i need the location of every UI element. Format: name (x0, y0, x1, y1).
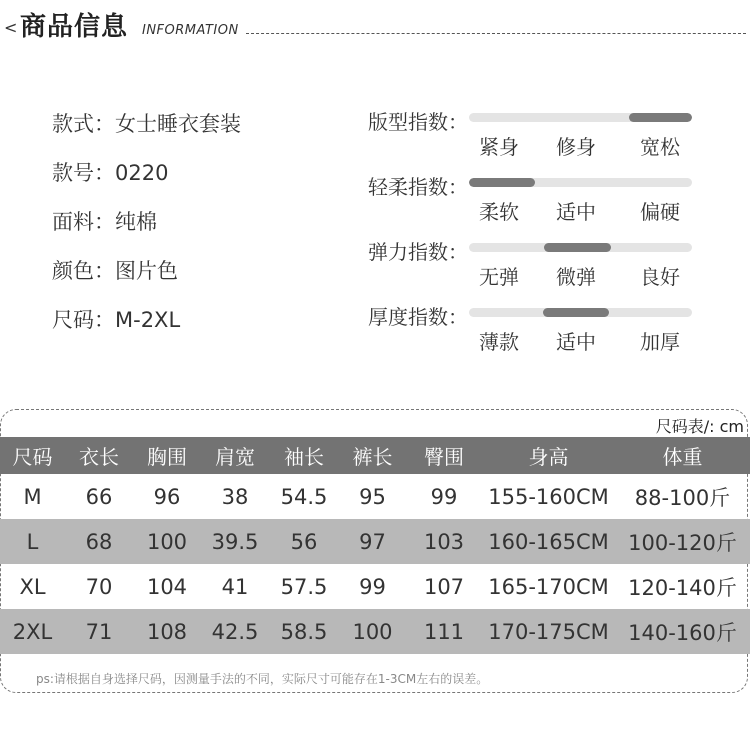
index-bar (469, 243, 692, 252)
table-cell: 160-165CM (482, 519, 615, 564)
table-cell: 170-175CM (482, 609, 615, 654)
index-tick: 紧身 (479, 135, 519, 159)
table-cell: 56 (269, 519, 339, 564)
table-cell: 96 (153, 484, 181, 509)
table-cell: 58.5 (269, 609, 339, 654)
index-bar (469, 113, 692, 122)
table-cell: 120-140斤 (628, 575, 737, 600)
section-subtitle: INFORMATION (142, 23, 239, 38)
index-ticks (469, 326, 692, 354)
fit-indices (368, 106, 698, 366)
table-cell: 100-120斤 (615, 519, 750, 564)
table-cell: 111 (406, 609, 482, 654)
spec-value: 纯棉 (115, 210, 157, 234)
index-bar (469, 178, 692, 187)
index-label: 轻柔指数： (368, 175, 468, 199)
table-cell: 70 (85, 574, 113, 599)
size-chart-table (0, 437, 750, 654)
spec-style (52, 108, 241, 157)
table-cell: 54.5 (280, 484, 328, 509)
index-bar-fill (469, 178, 535, 187)
spec-label: 款号： (52, 161, 115, 185)
table-cell: 57.5 (280, 574, 328, 599)
index-tick: 柔软 (479, 200, 519, 224)
index-label: 厚度指数： (368, 305, 468, 329)
table-cell: XL (19, 574, 46, 599)
table-row (0, 609, 750, 654)
spec-value: M-2XL (115, 308, 181, 332)
table-cell: 39.5 (201, 519, 269, 564)
index-tick: 良好 (640, 265, 680, 289)
table-cell: L (0, 519, 65, 564)
index-bar-fill (629, 113, 692, 122)
thickness-index (368, 301, 698, 366)
spec-color (52, 255, 241, 304)
spec-model-number (52, 157, 241, 206)
table-cell: 108 (133, 609, 201, 654)
header-divider (246, 33, 746, 34)
spec-size (52, 304, 241, 353)
index-tick: 无弹 (479, 265, 519, 289)
table-cell: 155-160CM (488, 484, 609, 509)
softness-index (368, 171, 698, 236)
product-specs (52, 108, 241, 353)
column-header: 臀围 (406, 437, 482, 474)
spec-label: 款式： (52, 112, 115, 136)
table-cell: 140-160斤 (615, 609, 750, 654)
index-tick: 修身 (556, 135, 596, 159)
table-cell: 68 (65, 519, 133, 564)
table-cell: M (23, 484, 42, 509)
spec-label: 尺码： (52, 308, 115, 332)
index-tick: 宽松 (640, 135, 680, 159)
column-header: 裤长 (339, 437, 406, 474)
table-cell: 100 (133, 519, 201, 564)
table-row (0, 519, 750, 564)
index-label: 版型指数： (368, 110, 468, 134)
chevron-left-icon[interactable]: < (4, 18, 18, 37)
column-header: 袖长 (269, 437, 339, 474)
measurement-note: ps:请根据自身选择尺码，因测量手法的不同，实际尺寸可能存在1-3CM左右的误差。 (36, 672, 489, 686)
index-tick: 加厚 (640, 330, 680, 354)
fit-index (368, 106, 698, 171)
section-title: 商品信息 (20, 12, 129, 42)
table-cell: 88-100斤 (634, 485, 731, 510)
spec-value: 0220 (115, 161, 169, 185)
spec-fabric (52, 206, 241, 255)
table-cell: 97 (339, 519, 406, 564)
index-bar-fill (543, 308, 609, 317)
elasticity-index (368, 236, 698, 301)
table-cell: 103 (406, 519, 482, 564)
table-cell: 66 (85, 484, 113, 509)
index-tick: 适中 (556, 200, 596, 224)
spec-value: 图片色 (115, 259, 178, 283)
index-ticks (469, 261, 692, 289)
column-header: 衣长 (65, 437, 133, 474)
index-tick: 微弹 (556, 265, 596, 289)
column-header: 胸围 (133, 437, 201, 474)
index-bar-fill (544, 243, 611, 252)
index-bar (469, 308, 692, 317)
column-header: 肩宽 (201, 437, 269, 474)
size-chart-header (0, 437, 750, 474)
table-cell: 95 (359, 484, 386, 509)
spec-label: 颜色： (52, 259, 115, 283)
table-cell: 100 (339, 609, 406, 654)
table-cell: 165-170CM (488, 574, 609, 599)
table-cell: 71 (65, 609, 133, 654)
size-chart-unit: 尺码表/: cm (655, 417, 744, 436)
index-ticks (469, 131, 692, 159)
index-ticks (469, 196, 692, 224)
column-header: 身高 (482, 437, 615, 474)
table-cell: 38 (221, 484, 249, 509)
table-cell: 99 (359, 574, 386, 599)
table-cell: 42.5 (201, 609, 269, 654)
column-header: 尺码 (0, 437, 65, 474)
index-tick: 薄款 (479, 330, 519, 354)
index-label: 弹力指数： (368, 240, 468, 264)
table-row (0, 564, 750, 609)
table-cell: 107 (423, 574, 465, 599)
spec-value: 女士睡衣套装 (115, 112, 241, 136)
column-header: 体重 (615, 437, 750, 474)
section-header (0, 0, 750, 60)
spec-label: 面料： (52, 210, 115, 234)
index-tick: 偏硬 (640, 200, 680, 224)
index-tick: 适中 (556, 330, 596, 354)
table-cell: 104 (146, 574, 188, 599)
table-cell: 2XL (0, 609, 65, 654)
table-cell: 41 (221, 574, 249, 599)
table-cell: 99 (430, 484, 458, 509)
table-row (0, 474, 750, 519)
